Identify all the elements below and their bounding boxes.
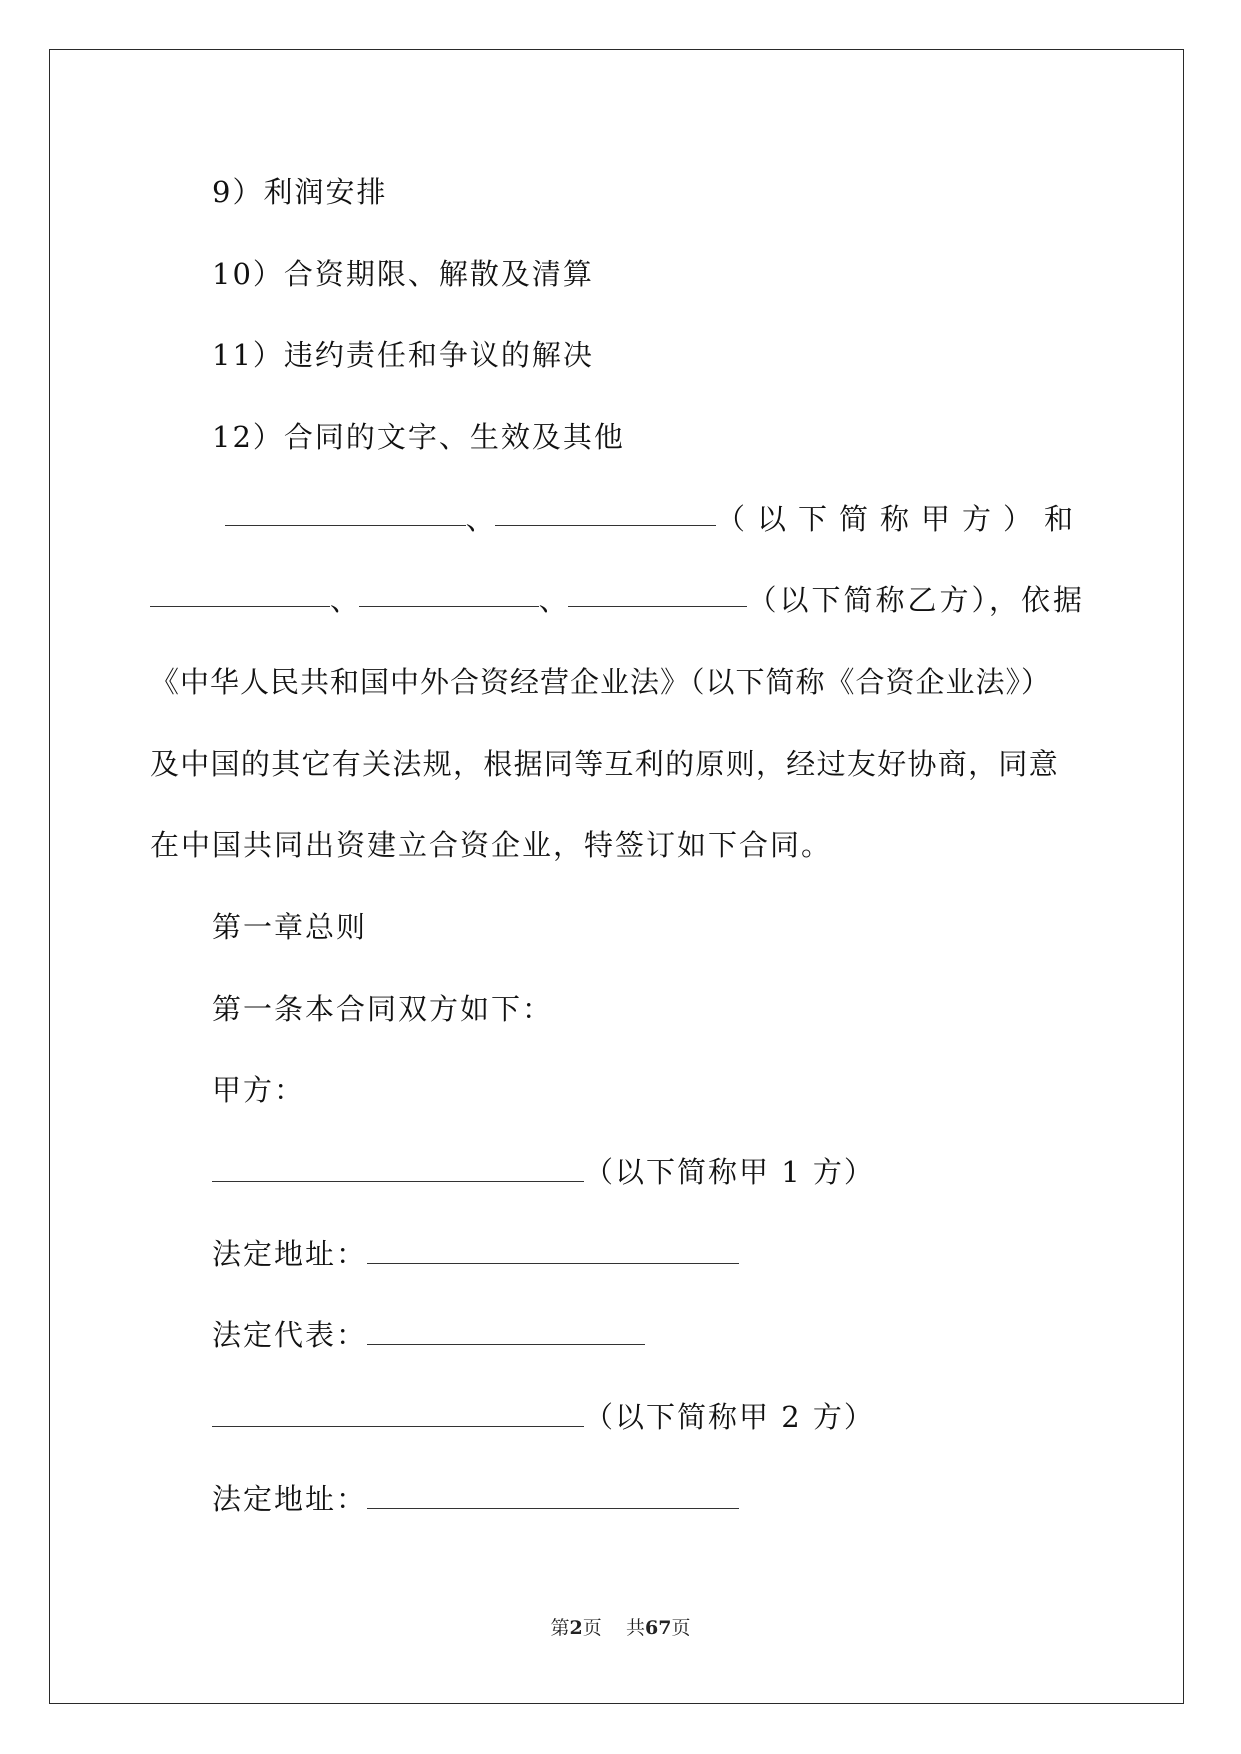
page-footer (0, 1613, 1241, 1640)
page-mid: 页 (582, 1617, 602, 1639)
legal-address-label: 法定地址： (212, 1237, 368, 1271)
preamble-line-4: 及中国的其它有关法规，根据同等互利的原则，经过友好协商，同意 (150, 747, 1060, 781)
party-a2-suffix: （以下简称甲 2 方） (584, 1400, 875, 1434)
article-1: 第一条本合同双方如下： (212, 992, 554, 1026)
list-item-11: 11）违约责任和争议的解决 (212, 338, 594, 372)
party-a2-line (212, 1397, 875, 1437)
legal-rep-line (212, 1315, 645, 1355)
separator: 、 (329, 583, 359, 617)
list-item-12: 12）合同的文字、生效及其他 (212, 420, 625, 454)
legal-address-line-2 (212, 1479, 739, 1519)
total-prefix: 共 (625, 1617, 645, 1639)
page-border (49, 49, 1184, 1704)
preamble-line-1 (225, 499, 1085, 539)
separator: 、 (538, 583, 568, 617)
preamble-line-5: 在中国共同出资建立合资企业，特签订如下合同。 (150, 828, 833, 862)
blank-party-a1-name (212, 1155, 584, 1182)
page-number: 2 (569, 1617, 583, 1639)
list-item-10: 10）合资期限、解散及清算 (212, 257, 594, 291)
preamble-line-3: 《中华人民共和国中外合资经营企业法》（以下简称《合资企业法》） (150, 665, 1052, 699)
blank-party-a2-name (212, 1400, 584, 1427)
preamble-line-2 (150, 580, 1085, 620)
blank-party-b3 (568, 580, 748, 607)
legal-rep-label: 法定代表： (212, 1318, 368, 1352)
legal-address-line-1 (212, 1234, 739, 1274)
total-suffix: 页 (671, 1617, 691, 1639)
list-item-9: 9）利润安排 (212, 175, 388, 209)
legal-address-label-2: 法定地址： (212, 1482, 368, 1516)
blank-party-b1 (150, 580, 330, 607)
blank-legal-address-1 (367, 1237, 739, 1264)
blank-party-a2 (495, 499, 716, 526)
preamble-line-1-tail: （以下简称甲方）和 (715, 502, 1085, 536)
blank-party-b2 (359, 580, 539, 607)
blank-legal-rep (367, 1318, 645, 1345)
party-a-label: 甲方： (212, 1073, 306, 1107)
separator: 、 (465, 502, 495, 536)
party-a1-suffix: （以下简称甲 1 方） (584, 1155, 875, 1189)
chapter-title: 第一章总则 (212, 910, 368, 944)
page-prefix: 第 (550, 1617, 570, 1639)
preamble-line-2-tail: （以下简称乙方），依据 (747, 583, 1085, 617)
total-pages: 67 (644, 1617, 672, 1639)
party-a1-line (212, 1152, 875, 1192)
blank-legal-address-2 (367, 1482, 739, 1509)
blank-party-a1 (225, 499, 466, 526)
